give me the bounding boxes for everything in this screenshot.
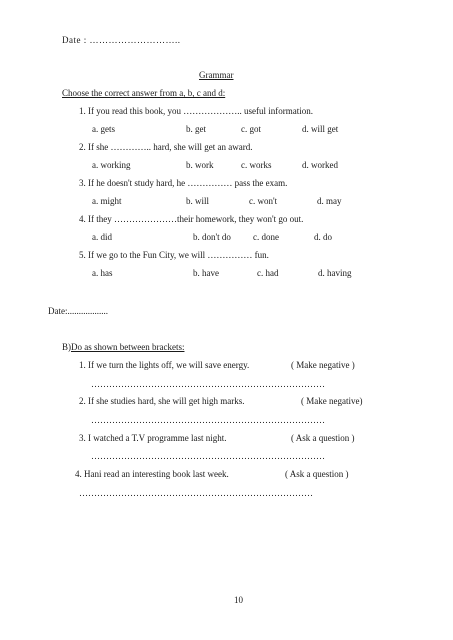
section-b-item-2-text: 2. If she studies hard, she will get high marks. — [79, 396, 245, 406]
question-2-option-b: b. work — [186, 160, 214, 170]
question-2-option-a: a. working — [92, 160, 131, 170]
section-b-item-3-answer-line: …………………………………………………………………… — [91, 451, 325, 461]
date-line-second: Date:.................. — [48, 306, 108, 316]
section-b-item-3-instruction: ( Ask a question ) — [291, 433, 355, 443]
question-5-stem: 5. If we go to the Fun City, we will …………… fun. — [79, 250, 269, 260]
question-2-option-c: c. works — [241, 160, 272, 170]
question-3-stem: 3. If he doesn't study hard, he …………… pass the exam. — [79, 178, 288, 188]
question-4-option-d: d. do — [314, 232, 332, 242]
date-line-top: Date : ……………………….. — [62, 35, 181, 45]
section-b-item-1-answer-line: …………………………………………………………………… — [91, 379, 325, 389]
question-3-option-d: d. may — [317, 196, 342, 206]
page-number: 10 — [234, 595, 243, 605]
section-b-heading — [62, 343, 184, 352]
question-1-option-b: b. get — [186, 124, 206, 134]
question-2-stem: 2. If she ………….. hard, she will get an award. — [79, 142, 253, 152]
instructions: Choose the correct answer from a, b, c and d: — [62, 88, 226, 98]
question-4-option-c: c. done — [253, 232, 279, 242]
section-b-item-4-answer-line: …………………………………………………………………… — [79, 488, 313, 498]
question-2-option-d: d. worked — [302, 160, 338, 170]
section-b-label: B) — [62, 342, 71, 352]
section-b-title: Do as shown between brackets: — [71, 342, 185, 352]
question-1-option-d: d. will get — [302, 124, 339, 134]
question-3-option-a: a. might — [92, 196, 122, 206]
question-5-option-b: b. have — [193, 268, 219, 278]
question-5-option-d: d. having — [318, 268, 352, 278]
question-5-option-a: a. has — [92, 268, 113, 278]
question-4-option-b: b. don't do — [193, 232, 231, 242]
section-b-item-4-instruction: ( Ask a question ) — [285, 469, 349, 479]
section-b-item-4-text: 4. Hani read an interesting book last week. — [75, 469, 229, 479]
section-b-item-2-instruction: ( Make negative) — [301, 396, 363, 406]
question-3-option-c: c. won't — [249, 196, 278, 206]
question-4-stem: 4. If they …………………their homework, they won't go out. — [79, 214, 304, 224]
question-5-option-c: c. had — [257, 268, 279, 278]
section-title: Grammar — [199, 70, 234, 80]
section-b-item-1-instruction: ( Make negative ) — [291, 360, 355, 370]
question-1-stem: 1. If you read this book, you ……………….. useful information. — [79, 106, 313, 116]
question-4-option-a: a. did — [92, 232, 112, 242]
question-3-option-b: b. will — [186, 196, 210, 206]
section-b-item-2-answer-line: …………………………………………………………………… — [91, 415, 325, 425]
section-b-item-3-text: 3. I watched a T.V programme last night. — [79, 433, 227, 443]
section-b-item-1-text: 1. If we turn the lights off, we will save energy. — [79, 360, 250, 370]
question-1-option-a: a. gets — [92, 124, 115, 134]
question-1-option-c: c. got — [241, 124, 261, 134]
